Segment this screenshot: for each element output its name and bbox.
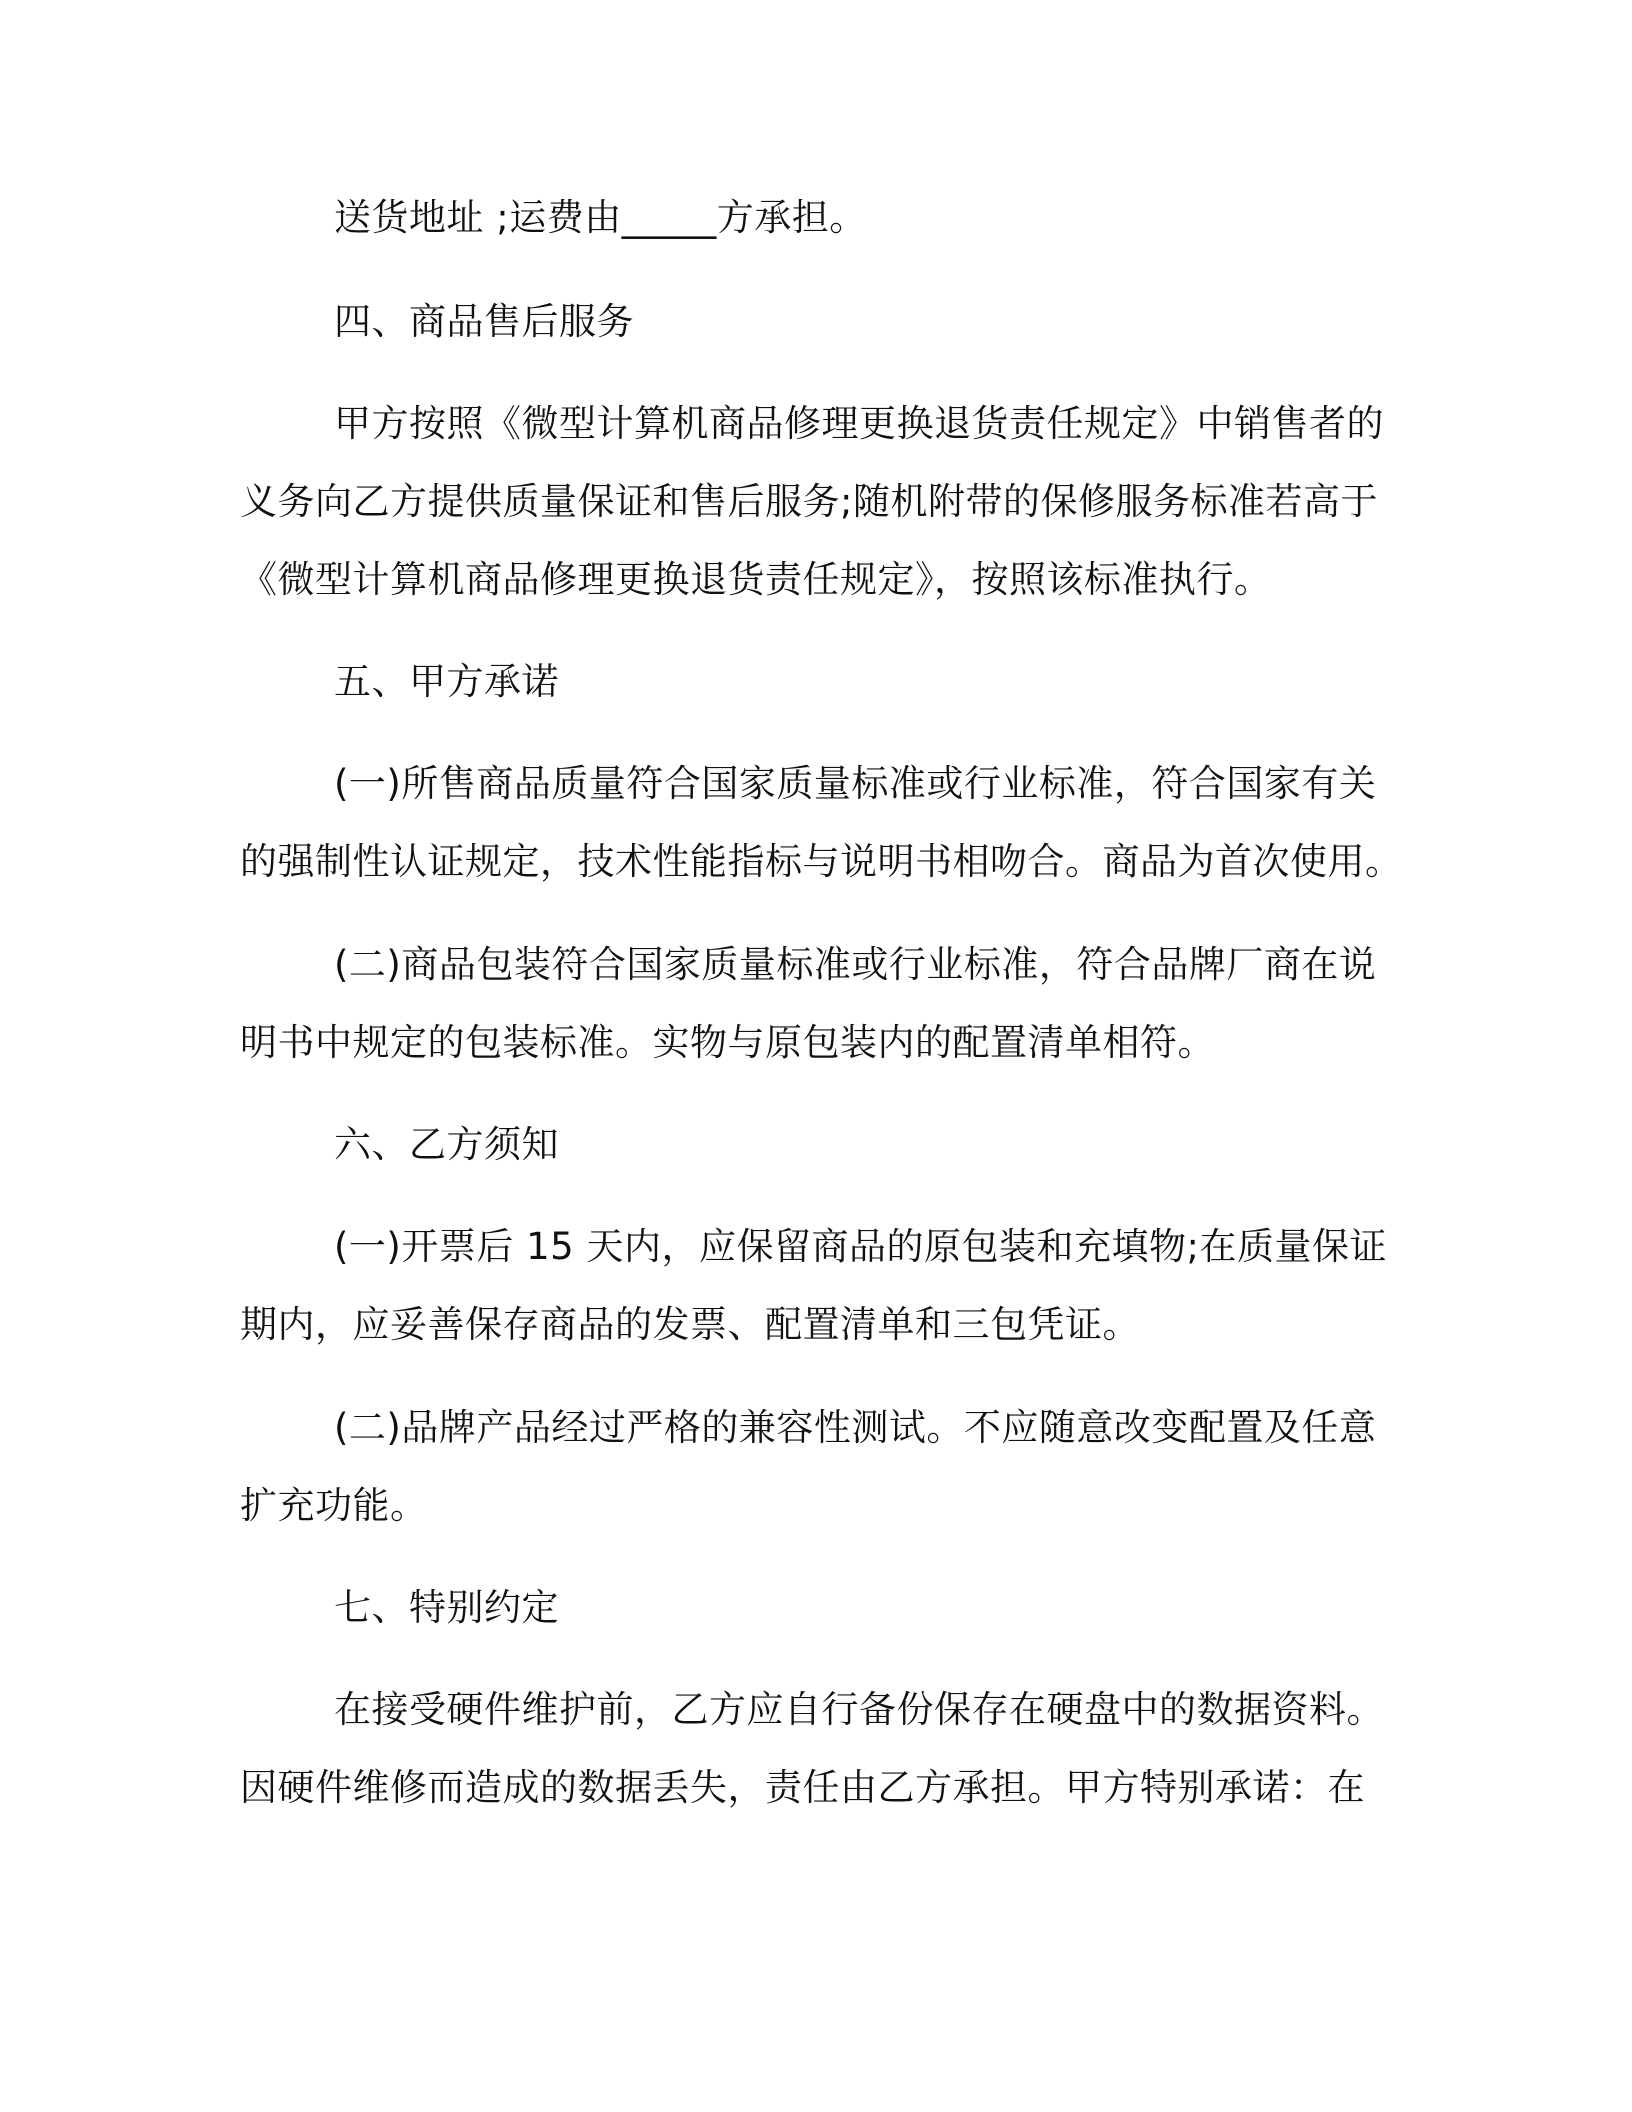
text-line-shipping: 送货地址 ;运费由_____方承担。 — [334, 196, 867, 239]
text-line-notice-2a: (二)品牌产品经过严格的兼容性测试。不应随意改变配置及任意 — [334, 1406, 1377, 1449]
text-line-promise-2b: 明书中规定的包装标准。实物与原包装内的配置清单相符。 — [240, 1021, 1215, 1064]
text-line-notice-1a: (一)开票后 15 天内，应保留商品的原包装和充填物;在质量保证 — [334, 1225, 1387, 1268]
text-line-promise-2a: (二)商品包装符合国家质量标准或行业标准，符合品牌厂商在说 — [334, 943, 1377, 986]
text-line-promise-1b: 的强制性认证规定，技术性能指标与说明书相吻合。商品为首次使用。 — [240, 840, 1403, 883]
text-line-promise-1a: (一)所售商品质量符合国家质量标准或行业标准，符合国家有关 — [334, 762, 1377, 805]
text-line-after-sales-2: 义务向乙方提供质量保证和售后服务;随机附带的保修服务标准若高于 — [240, 480, 1378, 523]
text-line-notice-2b: 扩充功能。 — [240, 1484, 428, 1527]
section-heading-party-b-notice: 六、乙方须知 — [334, 1123, 559, 1166]
text-line-after-sales-1: 甲方按照《微型计算机商品修理更换退货责任规定》中销售者的 — [334, 402, 1384, 445]
text-line-after-sales-3: 《微型计算机商品修理更换退货责任规定》，按照该标准执行。 — [240, 558, 1272, 601]
section-heading-party-a-promise: 五、甲方承诺 — [334, 660, 559, 703]
text-line-special-2: 因硬件维修而造成的数据丢失，责任由乙方承担。甲方特别承诺：在 — [240, 1766, 1365, 1809]
section-heading-special-agreement: 七、特别约定 — [334, 1586, 559, 1629]
text-line-notice-1b: 期内，应妥善保存商品的发票、配置清单和三包凭证。 — [240, 1303, 1140, 1346]
text-line-special-1: 在接受硬件维护前，乙方应自行备份保存在硬盘中的数据资料。 — [334, 1688, 1384, 1731]
section-heading-after-sales: 四、商品售后服务 — [334, 300, 634, 343]
